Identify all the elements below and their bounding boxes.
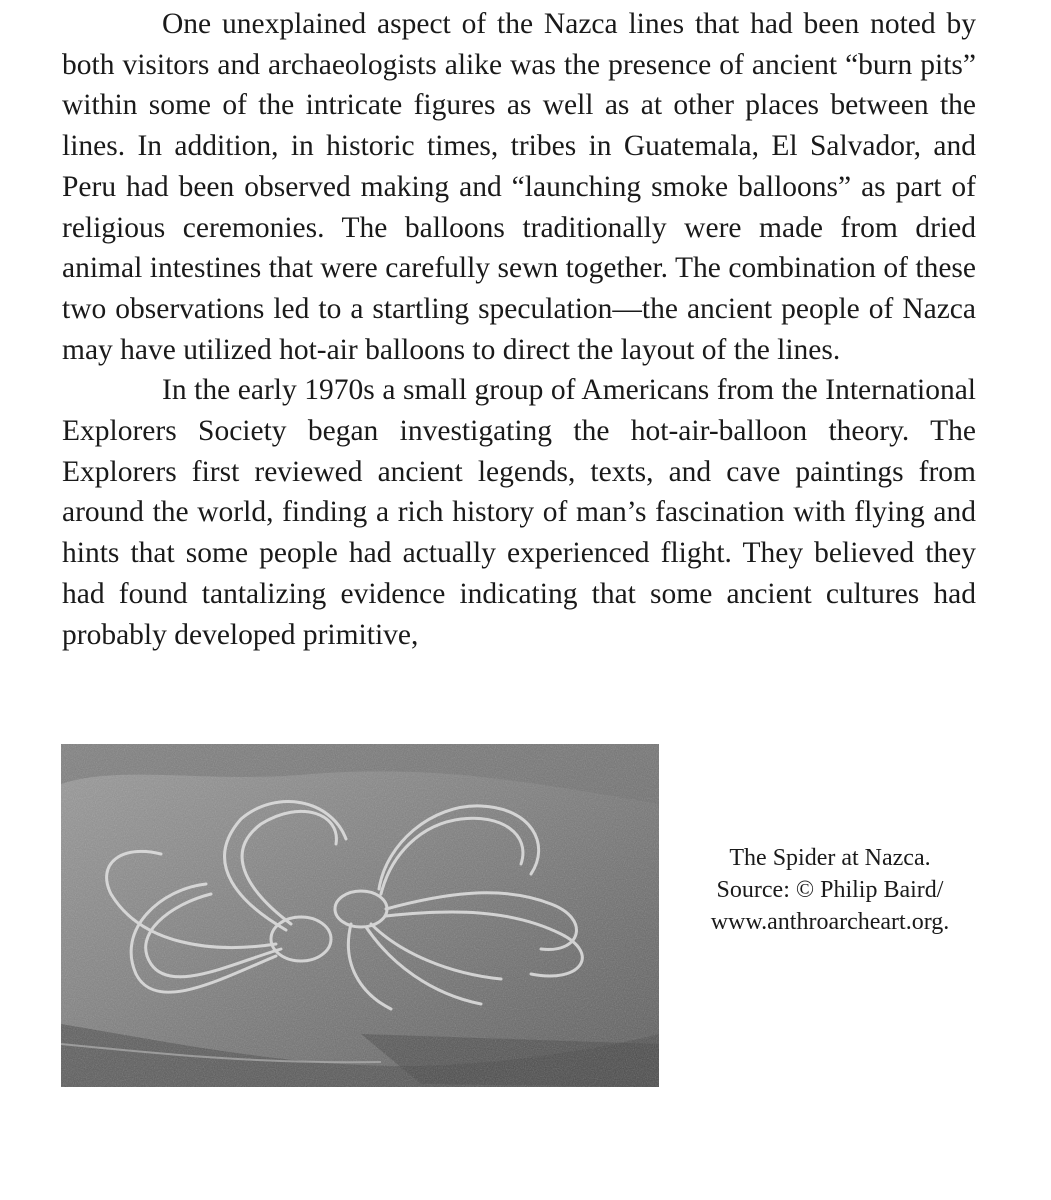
caption-title: The Spider at Nazca. xyxy=(729,845,931,871)
body-text xyxy=(62,4,976,655)
caption-url: www.anthroarcheart.org. xyxy=(710,909,950,935)
figure-caption xyxy=(670,842,990,938)
spider-geoglyph-image xyxy=(61,744,659,1087)
paragraph-1: One unexplained aspect of the Nazca lines that had been noted by both visitors and archaeologists alike was the presence of ancient “burn pits” within some of the intricate figures as well as at other places between the lines. In addition, in historic times, tribes in Guatemala, El Salvador, and Peru had been observed making and “launching smoke balloons” as part of religious ceremonies. The balloons traditionally were made from dried animal intestines that were carefully sewn together. The combination of these two observations led to a startling speculation—the ancient people of Nazca may have utilized hot-air balloons to direct the layout of the lines. xyxy=(62,8,976,366)
caption-source: Source: © Philip Baird/ xyxy=(716,877,944,903)
paragraph-2: In the early 1970s a small group of Americans from the International Explorers Society began investigating the hot-air-balloon theory. The Explorers first reviewed ancient legends, texts, and cave paintings from around the world, finding a rich history of man’s fascination with flying and hints that some people had actually experienced flight. They believed they had found tantalizing evidence indicating that some ancient cultures had probably developed primitive, xyxy=(62,374,976,651)
spider-photo xyxy=(61,744,659,1087)
